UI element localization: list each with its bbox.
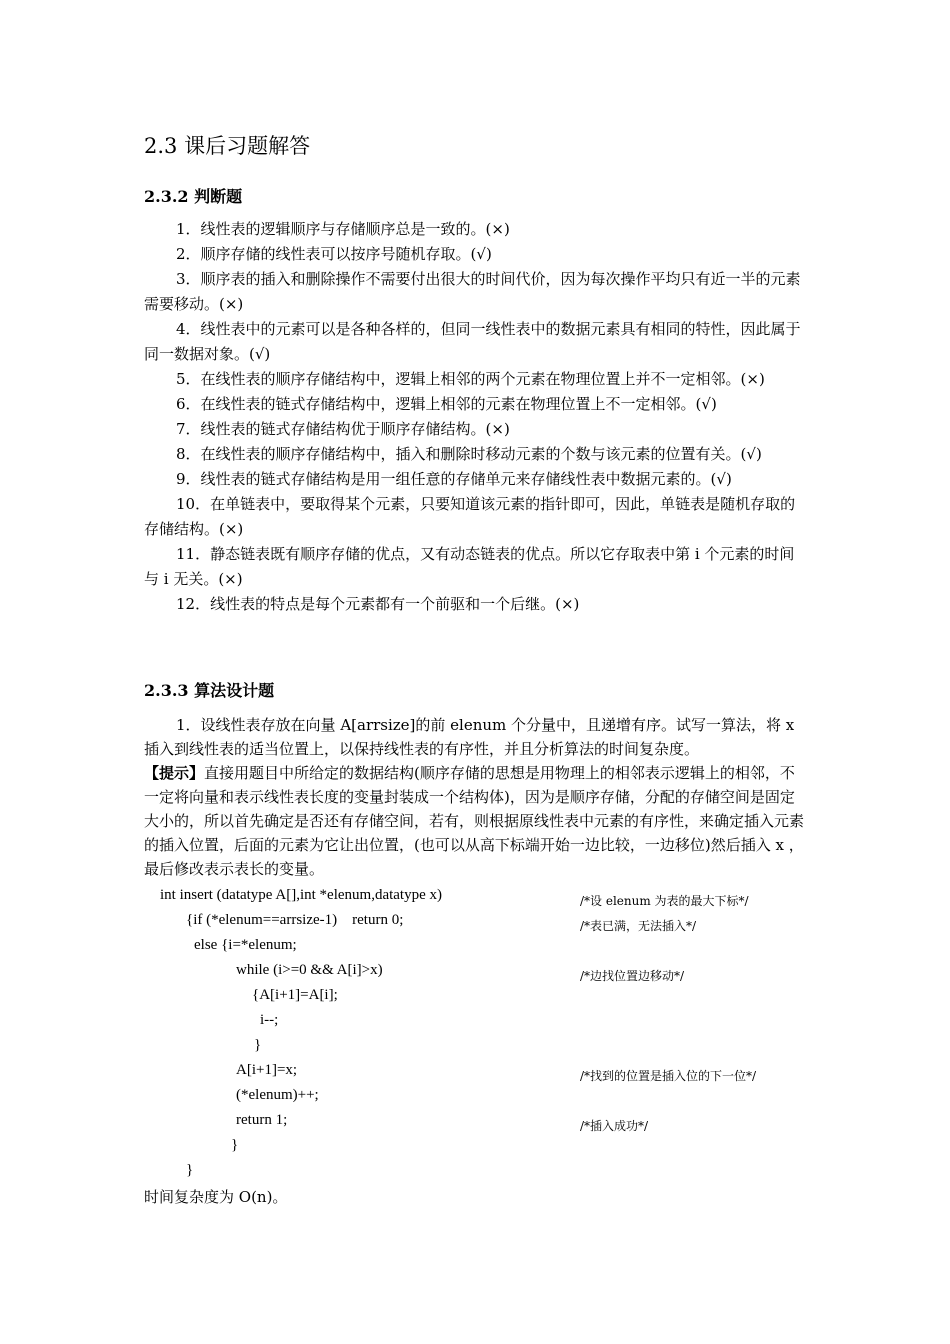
judge-item: 8．在线性表的顺序存储结构中，插入和删除时移动元素的个数与该元素的位置有关。(√): [176, 445, 762, 463]
judge-item: 11．静态链表既有顺序存储的优点，又有动态链表的优点。所以它存取表中第 i 个元素的时间与 i 无关。(×): [144, 545, 795, 588]
algo-problem-block: [144, 713, 808, 881]
code-line: else {i=*elenum;: [194, 937, 297, 953]
code-line: }: [231, 1137, 239, 1153]
code-line: while (i>=0 && A[i]>x): [236, 962, 383, 978]
code-comment: /*表已满，无法插入*/: [580, 919, 697, 933]
code-line: A[i+1]=x;: [236, 1062, 298, 1078]
hint-label: 【提示】: [144, 764, 205, 782]
judge-item: 9．线性表的链式存储结构是用一组任意的存储单元来存储线性表中数据元素的。(√): [176, 470, 732, 488]
judge-heading: 2.3.2 判断题: [144, 187, 243, 206]
judge-item: 2．顺序存储的线性表可以按序号随机存取。(√): [176, 245, 492, 263]
code-line: {A[i+1]=A[i];: [252, 987, 338, 1003]
judge-item: 6．在线性表的链式存储结构中，逻辑上相邻的元素在物理位置上不一定相邻。(√): [176, 395, 717, 413]
judge-item: 10．在单链表中，要取得某个元素，只要知道该元素的指针即可，因此，单链表是随机存取的存储结构。(×): [144, 495, 796, 538]
code-line: return 1;: [236, 1112, 288, 1128]
judge-item: 3．顺序表的插入和删除操作不需要付出很大的时间代价，因为每次操作平均只有近一半的元素需要移动。(×): [144, 270, 801, 313]
algo-hint: [144, 761, 808, 881]
judge-item: 12．线性表的特点是每个元素都有一个前驱和一个后继。(×): [176, 595, 580, 613]
code-comment: /*插入成功*/: [580, 1119, 649, 1133]
complexity-note: 时间复杂度为 O(n)。: [144, 1188, 288, 1206]
code-line: }: [186, 1162, 194, 1178]
code-line: (*elenum)++;: [236, 1087, 319, 1103]
code-comment: /*边找位置边移动*/: [580, 969, 685, 983]
judge-item: 4．线性表中的元素可以是各种各样的，但同一线性表中的数据元素具有相同的特性，因此属于同一数据对象。(√): [144, 320, 801, 363]
judge-item: 5．在线性表的顺序存储结构中，逻辑上相邻的两个元素在物理位置上并不一定相邻。(×): [176, 370, 765, 388]
code-line: i--;: [260, 1012, 279, 1028]
code-line: {if (*elenum==arrsize-1) return 0;: [186, 912, 404, 928]
code-line: }: [254, 1037, 262, 1053]
algo-problem: 1．设线性表存放在向量 A[arrsize]的前 elenum 个分量中，且递增有序。试写一算法，将 x 插入到线性表的适当位置上，以保持线性表的有序性，并且分析算法的时间复杂度。: [144, 716, 795, 758]
judge-list: [144, 217, 808, 617]
code-line: int insert (datatype A[],int *elenum,datatype x): [160, 887, 442, 903]
hint-text: 直接用题目中所给定的数据结构(顺序存储的思想是用物理上的相邻表示逻辑上的相邻，不一定将向量和表示线性表长度的变量封装成一个结构体)，因为是顺序存储，分配的存储空间是固定大小的，所以首先确定是否还有存储空间，若有，则根据原线性表中元素的有序性，来确定插入元素的插入位置，后面的元素为它让出位置，(也可以从高下标端开始一边比较，一边移位)然后插入 x ，最后修改表示表长的变量。: [144, 764, 805, 878]
code-comment: /*设 elenum 为表的最大下标*/: [580, 894, 749, 908]
algo-heading: 2.3.3 算法设计题: [144, 681, 275, 700]
judge-item: 1．线性表的逻辑顺序与存储顺序总是一致的。(×): [176, 220, 510, 238]
section-title: 2.3 课后习题解答: [144, 134, 311, 158]
code-comment: /*找到的位置是插入位的下一位*/: [580, 1069, 757, 1083]
judge-item: 7．线性表的链式存储结构优于顺序存储结构。(×): [176, 420, 510, 438]
